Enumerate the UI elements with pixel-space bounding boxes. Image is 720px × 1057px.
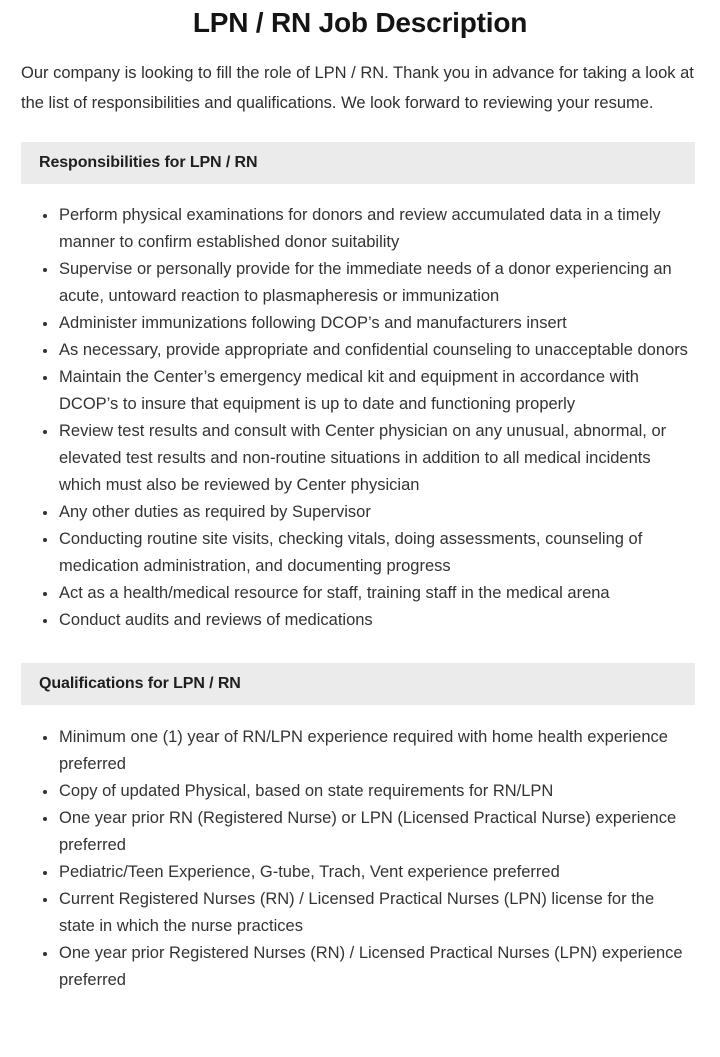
list-item: One year prior RN (Registered Nurse) or LPN (Licensed Practical Nurse) experience preferred	[0, 805, 694, 859]
list-item: Act as a health/medical resource for staff, training staff in the medical arena	[0, 580, 694, 607]
section-qualifications	[0, 663, 720, 994]
list-item: Perform physical examinations for donors and review accumulated data in a timely manner to confirm established donor suitability	[0, 202, 694, 256]
list-item: Supervise or personally provide for the immediate needs of a donor experiencing an acute, untoward reaction to plasmapheresis or immunization	[0, 256, 694, 310]
page-title: LPN / RN Job Description	[192, 7, 528, 38]
list-item: As necessary, provide appropriate and confidential counseling to unacceptable donors	[0, 337, 694, 364]
section-header-qualifications	[21, 663, 695, 705]
intro-paragraph: Our company is looking to fill the role of LPN / RN. Thank you in advance for taking a look at the list of responsibilities and qualifications. We look forward to reviewing your resume.	[21, 64, 694, 112]
section-responsibilities	[0, 142, 720, 634]
list-item: Conduct audits and reviews of medications	[0, 607, 694, 634]
list-item: One year prior Registered Nurses (RN) / Licensed Practical Nurses (LPN) experience preferred	[0, 940, 694, 994]
list-item: Review test results and consult with Center physician on any unusual, abnormal, or elevated test results and non-routine situations in addition to all medical incidents which must also be reviewed by Center physician	[0, 418, 694, 499]
list-item: Maintain the Center’s emergency medical kit and equipment in accordance with DCOP’s to insure that equipment is up to date and functioning properly	[0, 364, 694, 418]
section-header-responsibilities	[21, 142, 695, 184]
qualifications-list	[0, 724, 720, 994]
list-item: Current Registered Nurses (RN) / Licensed Practical Nurses (LPN) license for the state in which the nurse practices	[0, 886, 694, 940]
section-heading-label: Responsibilities for LPN / RN	[39, 154, 258, 171]
list-item: Copy of updated Physical, based on state requirements for RN/LPN	[0, 778, 694, 805]
responsibilities-list	[0, 202, 720, 634]
section-heading-label: Qualifications for LPN / RN	[39, 675, 241, 692]
list-item: Minimum one (1) year of RN/LPN experience required with home health experience preferred	[0, 724, 694, 778]
list-item: Conducting routine site visits, checking vitals, doing assessments, counseling of medication administration, and documenting progress	[0, 526, 694, 580]
list-item: Pediatric/Teen Experience, G-tube, Trach, Vent experience preferred	[0, 859, 694, 886]
list-item: Any other duties as required by Supervisor	[0, 499, 694, 526]
list-item: Administer immunizations following DCOP’s and manufacturers insert	[0, 310, 694, 337]
